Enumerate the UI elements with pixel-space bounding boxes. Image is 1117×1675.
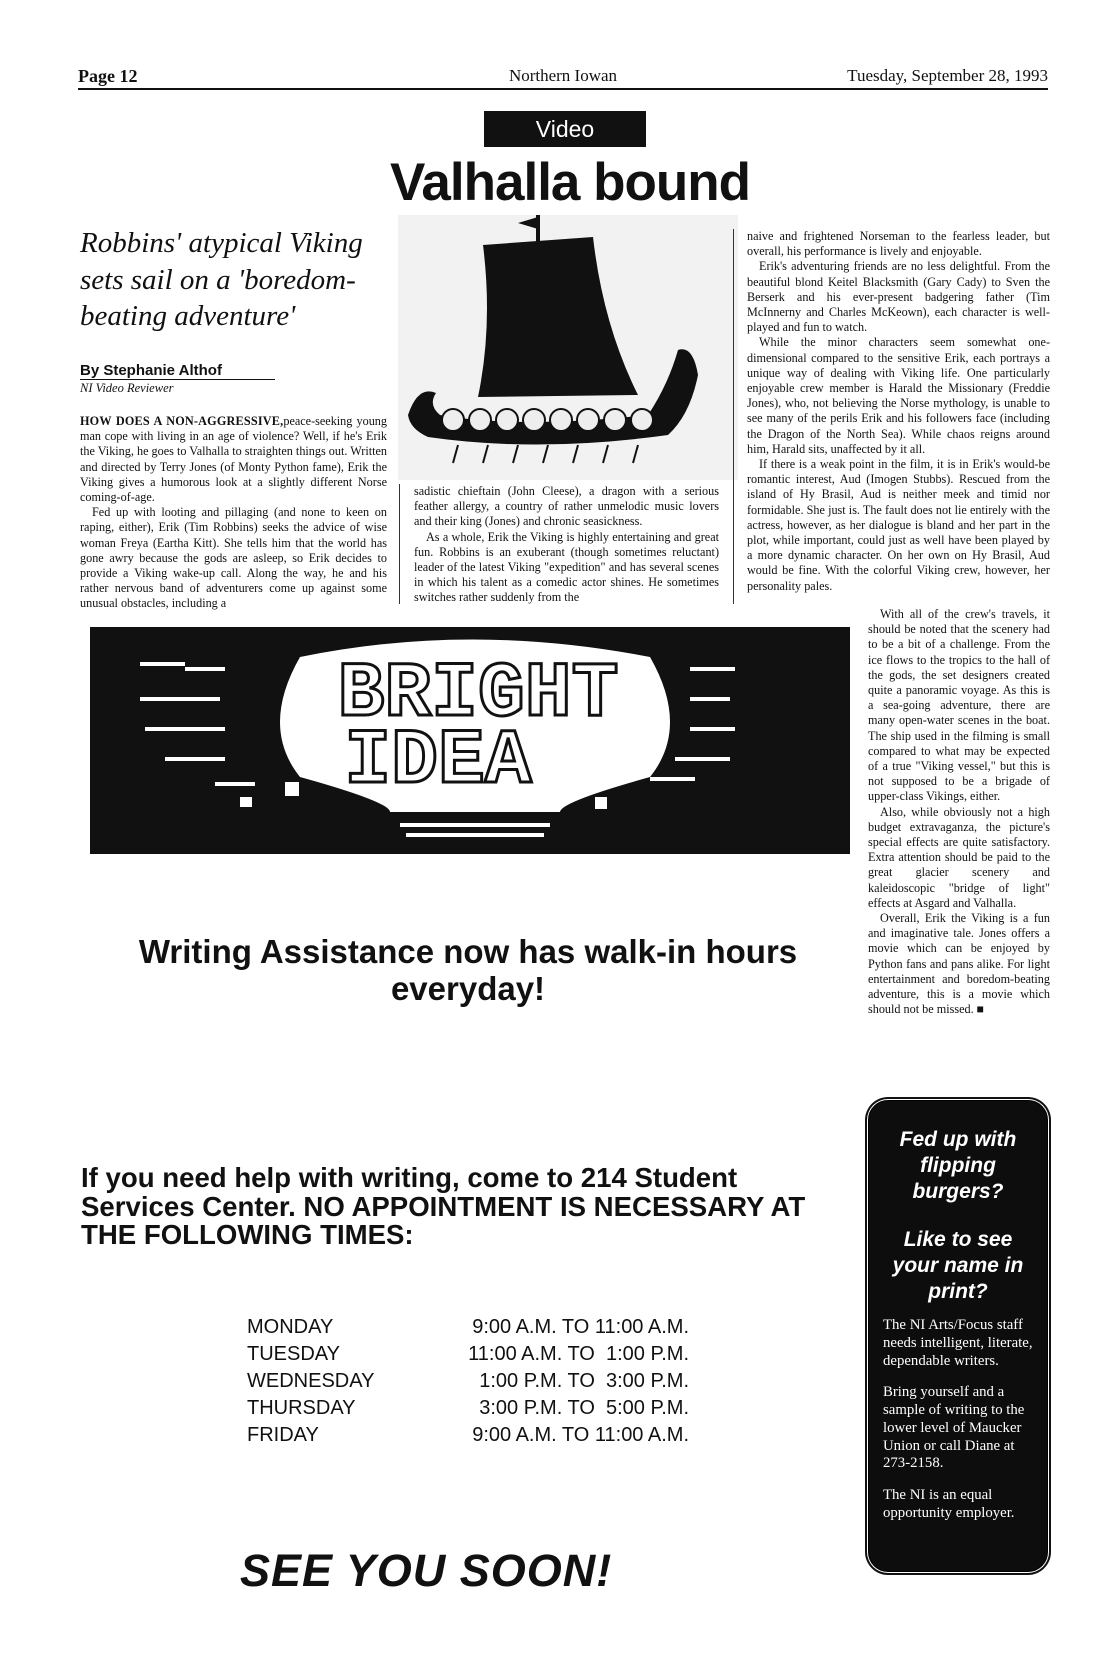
schedule-time: 9:00 A.M. TO 11:00 A.M. — [466, 1424, 689, 1446]
issue-date: Tuesday, September 28, 1993 — [847, 66, 1048, 85]
promo-text: Bring yourself and a sample of writing to the lower level of Maucker Union or call Diane at 273-2158. — [883, 1384, 1025, 1472]
bright-idea-banner — [90, 627, 850, 854]
paragraph: naive and frightened Norseman to the fearless leader, but overall, his performance is lively and enjoyable. — [747, 229, 1050, 259]
paragraph: If there is a weak point in the film, it is in Erik's would-be romantic interest, Aud (Imogen Stubbs). Rescued from the island of Hy Brasil, Aud is neither meek and timid nor formidable. She just is. The fault does not lie entirely with the actress, however, as her dialogue is bland and her part in the plot, while important, could just as well have been played by a more dynamic character. On her own on Hy Brasil, Aud would be fine. With the colorful Viking crew, however, her personality pales. — [747, 457, 1050, 593]
schedule-day: MONDAY — [247, 1316, 334, 1338]
banner-line-1: BRIGHT — [337, 651, 619, 739]
paragraph: Fed up with looting and pillaging (and none to keen on raping, either), Erik (Tim Robbins) seeks the advice of wise woman Freya (Eartha Kitt). She tells him that the world has gone awry because the gods are asleep, so Erik decides to provide a Viking wake-up call. Along the way, he and his rather nervous band of adventurers come up against some unusual obstacles, including a — [80, 505, 387, 611]
recruitment-box — [868, 1100, 1048, 1572]
schedule-row — [247, 1424, 717, 1451]
byline: By Stephanie Althof — [80, 362, 275, 380]
schedule-time: 3:00 P.M. TO 5:00 P.M. — [473, 1397, 689, 1419]
article-column-1 — [80, 414, 387, 612]
ad-body: If you need help with writing, come to 214 Student Services Center. NO APPOINTMENT IS NECESSARY AT THE FOLLOWING TIMES: — [81, 1162, 806, 1251]
schedule-day: WEDNESDAY — [247, 1370, 375, 1392]
promo-question: Like to see your name in print? — [892, 1228, 1024, 1304]
paragraph: While the minor characters seem somewhat one-dimensional compared to the sensitive Erik, each portrays a unique way of dealing with Viking life. One particularly enjoyable crew member is Harald the Missionary (Freddie Jones), who, not believing the Norse mythology, is unable to see many of the perils Erik and his followers face (including the Dragon of the North Sea). While chaos reigns around him, Harald sits, unaffected by it all. — [747, 335, 1050, 456]
article-column-3-continued — [868, 607, 1050, 1017]
schedule-table — [247, 1316, 717, 1451]
schedule-row — [247, 1343, 717, 1370]
promo-text: The NI is an equal opportunity employer. — [883, 1487, 1015, 1521]
deck: Robbins' atypical Viking sets sail on a 'boredom-beating adventure' — [80, 227, 363, 333]
paragraph: peace-seeking young man cope with living in an age of violence? Well, if he's Erik the Viking, he goes to Valhalla to straighten things out. Written and directed by Terry Jones (of Monty Python fame), Erik the Viking gives a humorous look at a slightly different Norse coming-of-age. — [80, 414, 387, 505]
paragraph: Also, while obviously not a high budget extravaganza, the picture's special effects are quite satisfactory. Extra attention should be paid to the great glacier scenery and kaleidoscopic "bridge of light" effects at Asgard and Valhalla. — [868, 804, 1050, 910]
schedule-row — [247, 1316, 717, 1343]
viking-ship-illustration — [398, 215, 738, 480]
headline: Valhalla bound — [389, 153, 750, 212]
page-number: Page 12 — [78, 66, 138, 86]
article-column-2 — [414, 484, 719, 606]
schedule-day: FRIDAY — [247, 1424, 319, 1446]
schedule-day: THURSDAY — [247, 1397, 356, 1419]
schedule-time: 1:00 P.M. TO 3:00 P.M. — [473, 1370, 689, 1392]
article-column-3 — [747, 229, 1050, 594]
schedule-time: 9:00 A.M. TO 11:00 A.M. — [466, 1316, 689, 1338]
paragraph: With all of the crew's travels, it should be noted that the scenery had to be a bit of a challenge. From the ice flows to the tropics to the hall of the gods, the set designers created quite a panoramic voyage. As this is a sea-going adventure, there are many open-water scenes in the boat. The ship used in the filming is small compared to what may be expected of a true "Viking vessel," but this is not supposed to be a brigade of upper-class Vikings, either. — [868, 607, 1050, 804]
page-header — [78, 66, 1048, 90]
column-rule — [399, 484, 400, 604]
schedule-day: TUESDAY — [247, 1343, 340, 1365]
promo-text: The NI Arts/Focus staff needs intelligent, literate, dependable writers. — [883, 1317, 1033, 1369]
ad-closing: SEE YOU SOON! — [240, 1545, 613, 1596]
byline-role: NI Video Reviewer — [80, 381, 174, 395]
lead-in: HOW DOES A NON-AGGRESSIVE, — [80, 414, 284, 428]
promo-question: Fed up with flipping burgers? — [899, 1128, 1017, 1204]
column-rule — [733, 229, 734, 604]
paragraph: As a whole, Erik the Viking is highly entertaining and great fun. Robbins is an exuberant (though sometimes reluctant) leader of the latest Viking "expedition" and has several scenes in which his talent as a comedic actor shines. He sometimes switches rather suddenly from the — [414, 529, 719, 605]
schedule-row — [247, 1370, 717, 1397]
schedule-row — [247, 1397, 717, 1424]
banner-line-2: IDEA — [344, 718, 532, 806]
ad-title: Writing Assistance now has walk-in hours everyday! — [138, 933, 798, 1007]
paragraph: Erik's adventuring friends are no less delightful. From the beautiful blond Keitel Blacksmith (Gary Cady) to Sven the Berserk and his ever-present badgering father (Tim McInnerny and Charles McKeown), each character is well-played and fun to watch. — [747, 259, 1050, 335]
section-tag: Video — [484, 111, 646, 147]
publication-name: Northern Iowan — [508, 66, 618, 85]
paragraph: Overall, Erik the Viking is a fun and imaginative tale. Jones offers a movie which can be enjoyed by Python fans and pans alike. For light entertainment and boredom-beating adventure, this is a movie which should not be missed. ■ — [868, 911, 1050, 1017]
schedule-time: 11:00 A.M. TO 1:00 P.M. — [468, 1343, 689, 1365]
paragraph: sadistic chieftain (John Cleese), a dragon with a serious feather allergy, a country of rather unmelodic music lovers and their king (Jones) and chronic seasickness. — [414, 484, 719, 529]
lightbulb-icon — [90, 627, 850, 854]
